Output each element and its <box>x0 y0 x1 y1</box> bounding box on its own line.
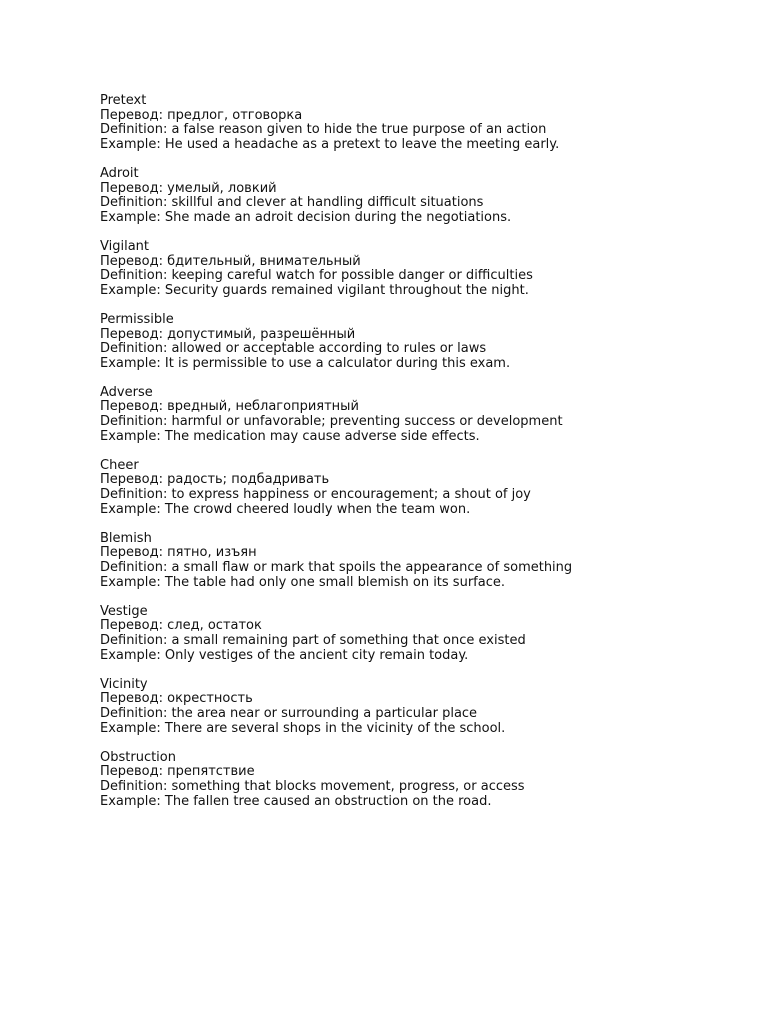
entry-example: Example: Only vestiges of the ancient city remain today. <box>100 647 469 663</box>
entry-example: Example: The fallen tree caused an obstruction on the road. <box>100 793 492 809</box>
vocab-entry-vestige <box>100 605 740 663</box>
entry-word: Vestige <box>100 603 148 619</box>
entry-translation: Перевод: вредный, неблагоприятный <box>100 399 359 415</box>
vocab-entry-adroit <box>100 167 740 225</box>
entry-definition: Definition: to express happiness or encouragement; a shout of joy <box>100 487 531 503</box>
entry-translation: Перевод: умелый, ловкий <box>100 180 277 196</box>
vocab-entry-vigilant <box>100 240 740 298</box>
entry-translation: Перевод: пятно, изъян <box>100 545 257 561</box>
entry-word: Adverse <box>100 384 153 400</box>
entry-example: Example: There are several shops in the vicinity of the school. <box>100 720 506 736</box>
entry-definition: Definition: a small remaining part of something that once existed <box>100 632 526 648</box>
entry-translation: Перевод: радость; подбадривать <box>100 472 330 488</box>
entry-definition: Definition: skillful and clever at handling difficult situations <box>100 195 484 211</box>
entry-word: Vigilant <box>100 238 149 254</box>
vocab-entry-permissible <box>100 313 740 371</box>
entry-example: Example: He used a headache as a pretext to leave the meeting early. <box>100 136 560 152</box>
entry-word: Cheer <box>100 457 139 473</box>
entry-definition: Definition: harmful or unfavorable; preventing success or development <box>100 414 563 430</box>
entry-word: Adroit <box>100 165 139 181</box>
entry-example: Example: The crowd cheered loudly when the team won. <box>100 501 471 517</box>
entry-translation: Перевод: бдительный, внимательный <box>100 253 361 269</box>
entry-translation: Перевод: окрестность <box>100 691 253 707</box>
entry-translation: Перевод: препятствие <box>100 764 255 780</box>
entry-example: Example: The medication may cause adverse side effects. <box>100 428 480 444</box>
vocab-entry-pretext <box>100 94 740 152</box>
vocab-entry-cheer <box>100 459 740 517</box>
entry-example: Example: She made an adroit decision during the negotiations. <box>100 209 512 225</box>
entry-word: Vicinity <box>100 676 148 692</box>
entry-definition: Definition: keeping careful watch for possible danger or difficulties <box>100 268 533 284</box>
entry-word: Pretext <box>100 93 147 108</box>
entry-example: Example: It is permissible to use a calculator during this exam. <box>100 355 511 371</box>
entry-definition: Definition: the area near or surrounding a particular place <box>100 705 478 721</box>
entry-example: Example: Security guards remained vigilant throughout the night. <box>100 282 529 298</box>
entry-translation: Перевод: предлог, отговорка <box>100 107 303 123</box>
vocab-entry-adverse <box>100 386 740 444</box>
entry-word: Obstruction <box>100 749 176 765</box>
vocab-entry-vicinity <box>100 678 740 736</box>
entry-word: Permissible <box>100 311 174 327</box>
entry-translation: Перевод: допустимый, разрешённый <box>100 326 356 342</box>
entry-definition: Definition: allowed or acceptable according to rules or laws <box>100 341 487 357</box>
vocabulary-document <box>100 94 740 824</box>
entry-definition: Definition: a small flaw or mark that spoils the appearance of something <box>100 560 573 575</box>
entry-definition: Definition: something that blocks movement, progress, or access <box>100 778 525 794</box>
vocab-entry-obstruction <box>100 751 740 809</box>
entry-example: Example: The table had only one small blemish on its surface. <box>100 574 505 590</box>
entry-translation: Перевод: след, остаток <box>100 618 262 634</box>
vocab-entry-blemish <box>100 532 740 590</box>
entry-word: Blemish <box>100 530 152 546</box>
entry-definition: Definition: a false reason given to hide the true purpose of an action <box>100 122 547 138</box>
